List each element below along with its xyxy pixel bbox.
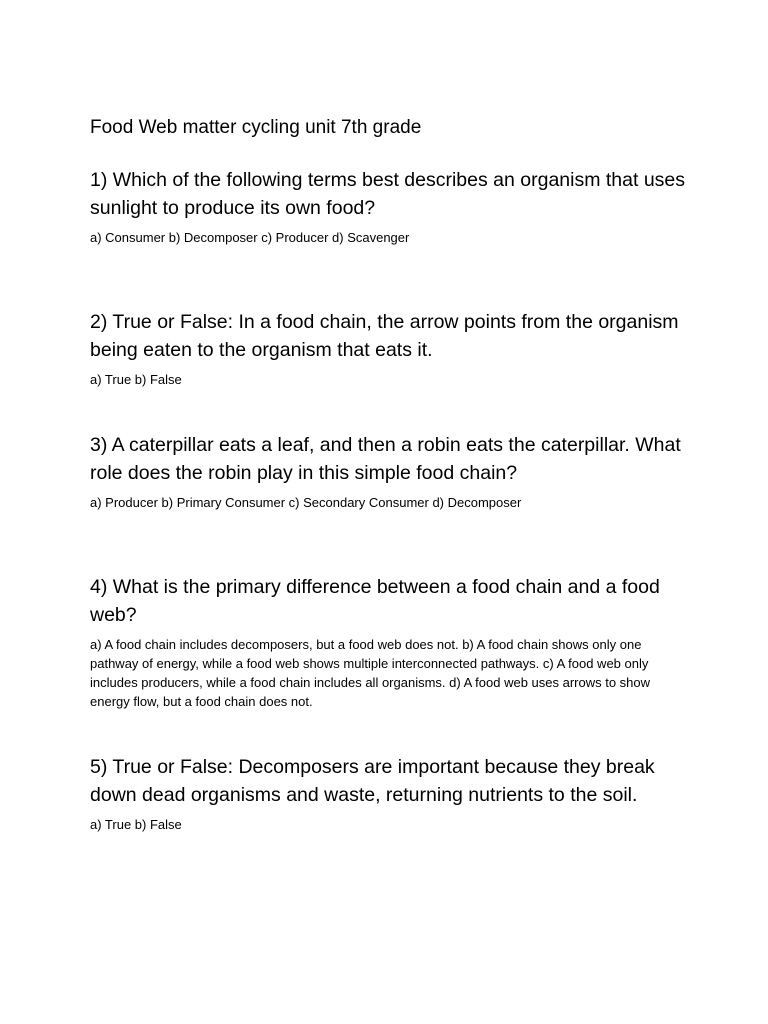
question-5: [90, 753, 690, 834]
question-text: 2) True or False: In a food chain, the arrow points from the organism being eaten to the organism that eats it.: [90, 311, 679, 361]
question-4: [90, 573, 690, 711]
question-text: 4) What is the primary difference between a food chain and a food web?: [90, 576, 660, 626]
answer-options: a) Consumer b) Decomposer c) Producer d) Scavenger: [90, 230, 410, 245]
answer-options: a) Producer b) Primary Consumer c) Secondary Consumer d) Decomposer: [90, 495, 522, 510]
answer-options: a) True b) False: [90, 817, 182, 832]
answer-options: a) True b) False: [90, 372, 182, 387]
question-2: [90, 308, 690, 389]
document-title: Food Web matter cycling unit 7th grade: [90, 117, 422, 138]
question-text: 3) A caterpillar eats a leaf, and then a robin eats the caterpillar. What role does the robin play in this simple food chain?: [90, 434, 681, 484]
question-3: [90, 431, 690, 512]
question-text: 5) True or False: Decomposers are important because they break down dead organisms and waste, returning nutrients to the soil.: [90, 756, 655, 806]
question-1: [90, 166, 690, 247]
question-text: 1) Which of the following terms best describes an organism that uses sunlight to produce its own food?: [90, 169, 686, 219]
answer-options: a) A food chain includes decomposers, but a food web does not. b) A food chain shows only one pathway of energy, while a food web shows multiple interconnected pathways. c) A food web only includes producers, while a food chain includes all organisms. d) A food web uses arrows to show energy flow, but a food chain does not.: [90, 637, 651, 709]
